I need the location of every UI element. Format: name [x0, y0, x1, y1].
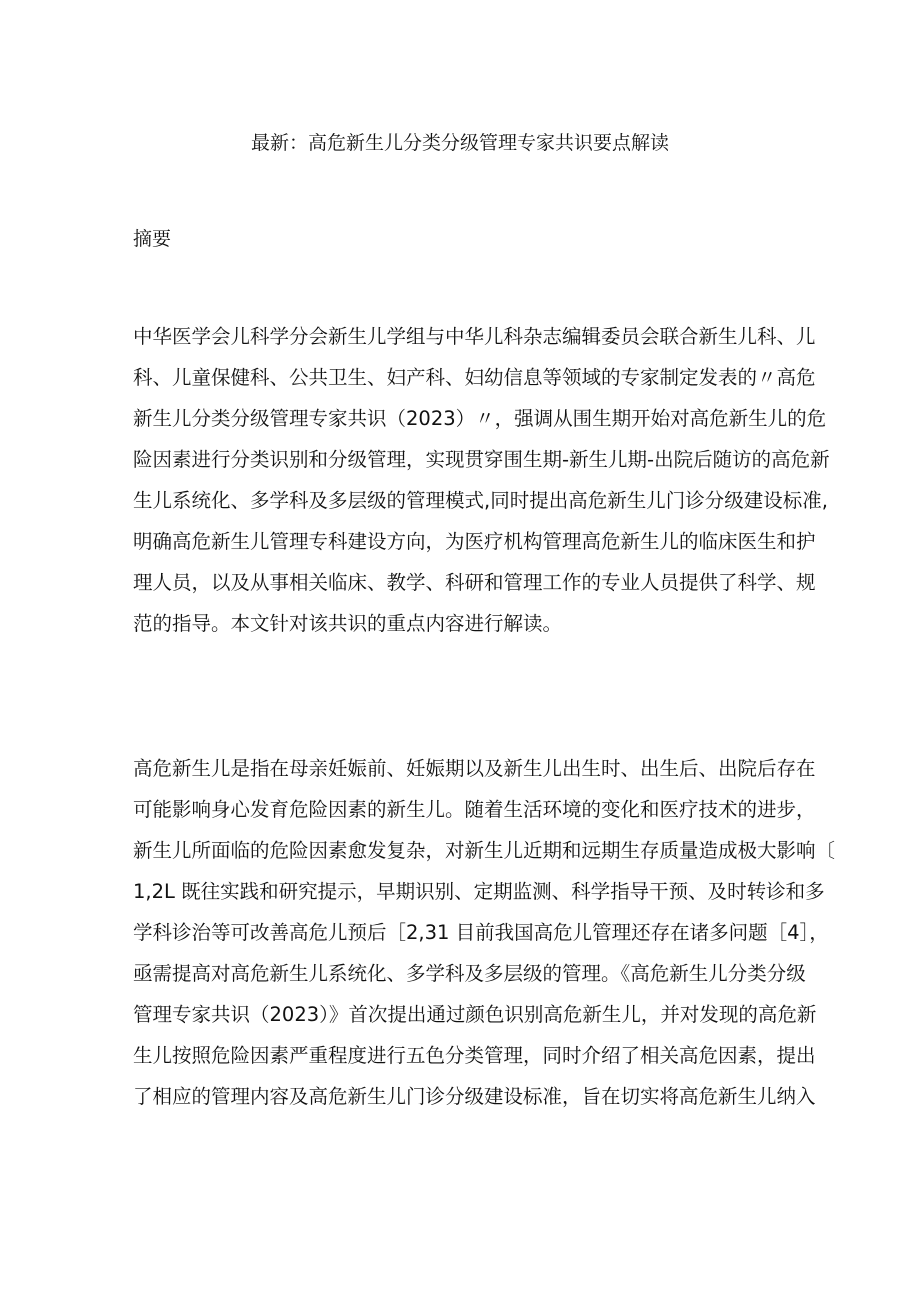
paragraph-line: 理人员，以及从事相关临床、教学、科研和管理工作的专业人员提供了科学、规	[133, 571, 816, 594]
paragraph-line: 亟需提高对高危新生儿系统化、多学科及多层级的管理。《高危新生儿分类分级	[133, 962, 806, 985]
paragraph-line: 生儿按照危险因素严重程度进行五色分类管理，同时介绍了相关高危因素，提出	[133, 1044, 816, 1067]
paragraph-line: 新生儿分类分级管理专家共识（2023）〃，强调从围生期开始对高危新生儿的危	[133, 407, 827, 430]
paragraph-line: 新生儿所面临的危险因素愈发复杂，对新生儿近期和远期生存质量造成极大影响〔	[133, 839, 836, 862]
abstract-heading: 摘要	[133, 228, 172, 250]
paragraph-line: 明确高危新生儿管理专科建设方向，为医疗机构管理高危新生儿的临床医生和护	[133, 530, 816, 553]
paragraph-line: 中华医学会儿科学分会新生儿学组与中华儿科杂志编辑委员会联合新生儿科、儿	[133, 325, 816, 348]
paragraph-line: 1,2L 既往实践和研究提示，早期识别、定期监测、科学指导干预、及时转诊和多	[133, 880, 825, 903]
document-title: 最新：高危新生儿分类分级管理专家共识要点解读	[250, 132, 669, 154]
paragraph-line: 科、儿童保健科、公共卫生、妇产科、妇幼信息等领域的专家制定发表的〃高危	[133, 366, 816, 389]
paragraph-line: 可能影响身心发育危险因素的新生儿。随着生活环境的变化和医疗技术的进步，	[133, 798, 816, 821]
paragraph-line: 了相应的管理内容及高危新生儿门诊分级建设标准，旨在切实将高危新生儿纳入	[133, 1085, 816, 1108]
paragraph-line: 学科诊治等可改善高危儿预后［2,31 目前我国高危儿管理还存在诸多问题［4］，	[133, 921, 829, 944]
paragraph-line: 险因素进行分类识别和分级管理，实现贯穿围生期-新生儿期-出院后随访的高危新	[133, 448, 830, 471]
paragraph-line: 范的指导。本文针对该共识的重点内容进行解读。	[133, 612, 563, 635]
paragraph-line: 管理专家共识（2023）》首次提出通过颜色识别高危新生儿，并对发现的高危新	[133, 1003, 817, 1026]
body-paragraph	[133, 748, 836, 1117]
paragraph-line: 生儿系统化、多学科及多层级的管理模式,同时提出高危新生儿门诊分级建设标准,	[133, 489, 828, 512]
abstract-paragraph	[133, 316, 830, 644]
paragraph-line: 高危新生儿是指在母亲妊娠前、妊娠期以及新生儿出生时、出生后、出院后存在	[133, 757, 816, 780]
